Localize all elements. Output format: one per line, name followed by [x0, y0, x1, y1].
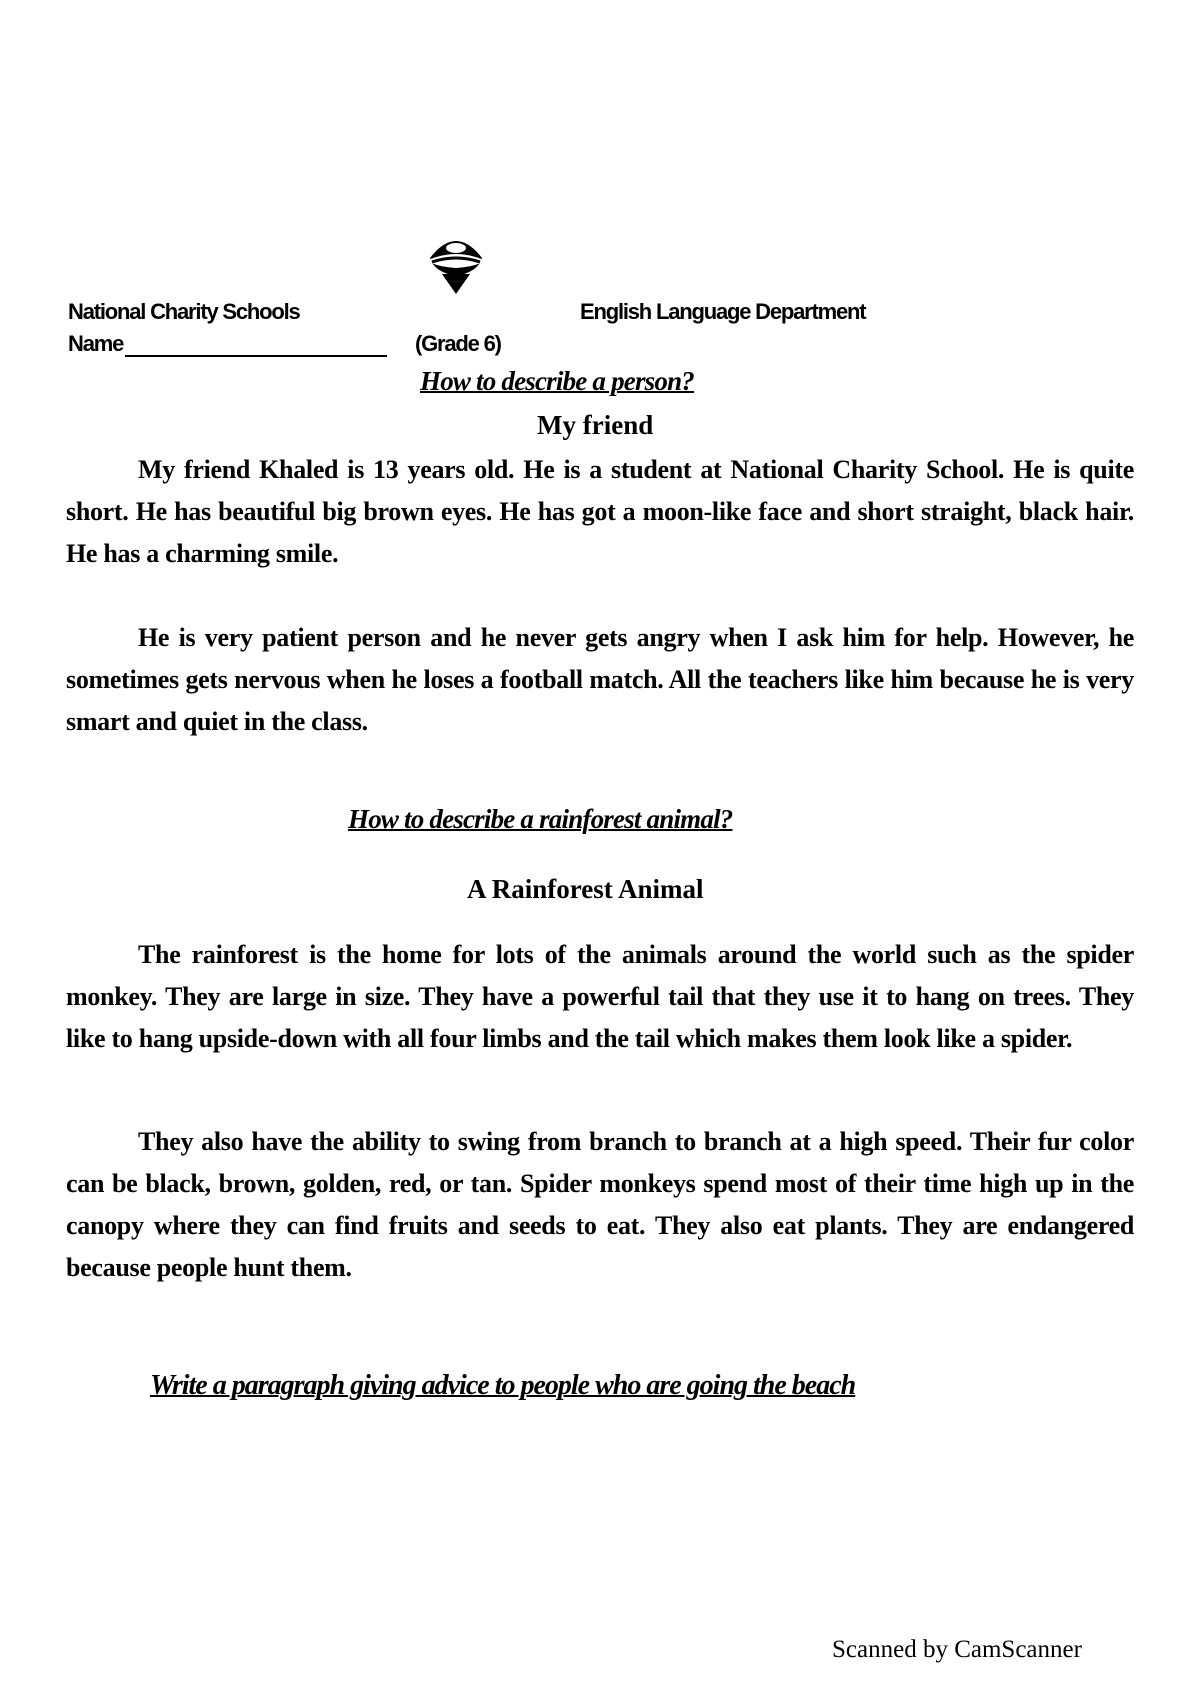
section-title-my-friend: My friend [537, 410, 654, 440]
section-title-rainforest-animal: A Rainforest Animal [467, 874, 704, 904]
scanner-watermark: Scanned by CamScanner [832, 1636, 1082, 1663]
section-heading-person: How to describe a person? [420, 366, 694, 396]
section-heading-beach-advice: Write a paragraph giving advice to people who are going the beach [150, 1370, 856, 1401]
school-emblem-icon [420, 228, 492, 296]
school-name: National Charity Schools [68, 299, 300, 324]
paragraph: He is very patient person and he never gets angry when I ask him for help. However, he sometimes gets nervous when he loses a football match. All the teachers like him because he is very smart and quiet in the class. [66, 623, 1134, 736]
paragraph: The rainforest is the home for lots of the animals around the world such as the spider monkey. They are large in size. They have a powerful tail that they use it to hang on trees. They like to hang upside-down with all four limbs and the tail which makes them look like a spider. [66, 940, 1134, 1053]
section-heading-animal: How to describe a rainforest animal? [348, 804, 733, 834]
department-name: English Language Department [580, 299, 866, 324]
name-blank-line [125, 335, 387, 357]
grade-label: (Grade 6) [415, 331, 501, 356]
name-label: Name [68, 331, 124, 356]
name-field [68, 331, 387, 357]
paragraph: My friend Khaled is 13 years old. He is a student at National Charity School. He is quite short. He has beautiful big brown eyes. He has got a moon-like face and short straight, black hair. He has a charming smile. [66, 455, 1134, 568]
paragraph: They also have the ability to swing from branch to branch at a high speed. Their fur color can be black, brown, golden, red, or tan. Spider monkeys spend most of their time high up in the canopy where they can find fruits and seeds to eat. They also eat plants. They are endangered because people hunt them. [66, 1127, 1134, 1282]
